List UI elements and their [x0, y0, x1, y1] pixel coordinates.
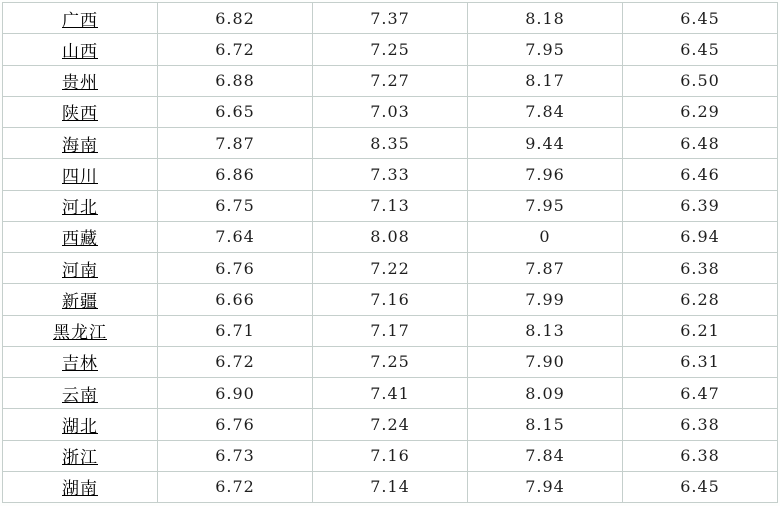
- fuel-price-table: [2, 2, 778, 503]
- price-cell: 7.22: [313, 253, 468, 284]
- price-cell: 8.35: [313, 128, 468, 159]
- price-cell: 7.94: [468, 471, 623, 502]
- price-cell: 6.90: [158, 378, 313, 409]
- region-link[interactable]: 贵州: [62, 73, 98, 94]
- price-cell: 7.16: [313, 440, 468, 471]
- region-cell: [3, 284, 158, 315]
- price-cell: 7.96: [468, 159, 623, 190]
- price-cell: 7.37: [313, 3, 468, 34]
- table-row: [3, 65, 778, 96]
- price-cell: 6.76: [158, 409, 313, 440]
- region-link[interactable]: 山西: [62, 41, 98, 62]
- price-cell: 7.16: [313, 284, 468, 315]
- region-link[interactable]: 云南: [62, 385, 98, 406]
- price-cell: 6.31: [623, 346, 778, 377]
- table-row: [3, 3, 778, 34]
- region-link[interactable]: 河北: [62, 198, 98, 219]
- price-cell: 6.72: [158, 346, 313, 377]
- price-cell: 7.87: [158, 128, 313, 159]
- table-row: [3, 34, 778, 65]
- price-cell: 7.27: [313, 65, 468, 96]
- table-row: [3, 284, 778, 315]
- price-cell: 6.46: [623, 159, 778, 190]
- region-link[interactable]: 吉林: [62, 354, 98, 375]
- price-cell: 7.87: [468, 253, 623, 284]
- price-cell: 7.99: [468, 284, 623, 315]
- price-cell: 8.08: [313, 221, 468, 252]
- price-cell: 6.65: [158, 96, 313, 127]
- price-cell: 8.15: [468, 409, 623, 440]
- table-row: [3, 378, 778, 409]
- price-cell: 7.14: [313, 471, 468, 502]
- region-link[interactable]: 黑龙江: [53, 323, 107, 344]
- price-cell: 6.72: [158, 471, 313, 502]
- price-cell: 6.50: [623, 65, 778, 96]
- region-cell: [3, 65, 158, 96]
- table-row: [3, 190, 778, 221]
- price-cell: 7.84: [468, 96, 623, 127]
- price-cell: 9.44: [468, 128, 623, 159]
- price-cell: 6.21: [623, 315, 778, 346]
- region-link[interactable]: 浙江: [62, 448, 98, 469]
- region-link[interactable]: 广西: [62, 10, 98, 31]
- region-cell: [3, 440, 158, 471]
- price-cell: 6.48: [623, 128, 778, 159]
- region-cell: [3, 221, 158, 252]
- price-cell: 8.17: [468, 65, 623, 96]
- region-link[interactable]: 河南: [62, 260, 98, 281]
- region-cell: [3, 315, 158, 346]
- region-link[interactable]: 新疆: [62, 291, 98, 312]
- region-link[interactable]: 海南: [62, 135, 98, 156]
- table-row: [3, 346, 778, 377]
- table-row: [3, 253, 778, 284]
- price-cell: 6.39: [623, 190, 778, 221]
- price-cell: 7.25: [313, 34, 468, 65]
- price-cell: 7.64: [158, 221, 313, 252]
- table-row: [3, 409, 778, 440]
- price-cell: 8.18: [468, 3, 623, 34]
- region-cell: [3, 253, 158, 284]
- price-cell: 6.76: [158, 253, 313, 284]
- price-cell: 7.33: [313, 159, 468, 190]
- region-cell: [3, 378, 158, 409]
- price-cell: 6.38: [623, 253, 778, 284]
- price-cell: 6.45: [623, 471, 778, 502]
- region-cell: [3, 471, 158, 502]
- table-row: [3, 440, 778, 471]
- price-cell: 6.28: [623, 284, 778, 315]
- price-cell: 6.71: [158, 315, 313, 346]
- price-cell: 7.95: [468, 190, 623, 221]
- price-cell: 6.38: [623, 409, 778, 440]
- price-cell: 6.72: [158, 34, 313, 65]
- price-cell: 7.24: [313, 409, 468, 440]
- price-cell: 6.38: [623, 440, 778, 471]
- price-cell: 7.03: [313, 96, 468, 127]
- price-table-container: [2, 2, 778, 503]
- region-cell: [3, 34, 158, 65]
- region-cell: [3, 190, 158, 221]
- price-cell: 8.13: [468, 315, 623, 346]
- price-cell: 7.84: [468, 440, 623, 471]
- region-link[interactable]: 湖北: [62, 416, 98, 437]
- price-cell: 8.09: [468, 378, 623, 409]
- region-link[interactable]: 陕西: [62, 104, 98, 125]
- table-row: [3, 159, 778, 190]
- price-cell: 6.45: [623, 3, 778, 34]
- price-cell: 6.75: [158, 190, 313, 221]
- price-cell: 6.45: [623, 34, 778, 65]
- table-row: [3, 221, 778, 252]
- region-cell: [3, 128, 158, 159]
- table-row: [3, 128, 778, 159]
- price-cell: 7.95: [468, 34, 623, 65]
- price-cell: 0: [468, 221, 623, 252]
- price-cell: 6.82: [158, 3, 313, 34]
- price-cell: 7.41: [313, 378, 468, 409]
- price-cell: 7.13: [313, 190, 468, 221]
- region-cell: [3, 96, 158, 127]
- price-cell: 6.29: [623, 96, 778, 127]
- region-link[interactable]: 四川: [62, 166, 98, 187]
- price-cell: 7.25: [313, 346, 468, 377]
- table-row: [3, 96, 778, 127]
- region-link[interactable]: 西藏: [62, 229, 98, 250]
- region-cell: [3, 409, 158, 440]
- price-cell: 6.88: [158, 65, 313, 96]
- price-cell: 6.73: [158, 440, 313, 471]
- region-cell: [3, 3, 158, 34]
- table-row: [3, 471, 778, 502]
- table-row: [3, 315, 778, 346]
- region-cell: [3, 346, 158, 377]
- price-cell: 6.94: [623, 221, 778, 252]
- region-cell: [3, 159, 158, 190]
- price-cell: 6.86: [158, 159, 313, 190]
- price-cell: 7.17: [313, 315, 468, 346]
- price-cell: 7.90: [468, 346, 623, 377]
- region-link[interactable]: 湖南: [62, 479, 98, 500]
- price-cell: 6.47: [623, 378, 778, 409]
- price-cell: 6.66: [158, 284, 313, 315]
